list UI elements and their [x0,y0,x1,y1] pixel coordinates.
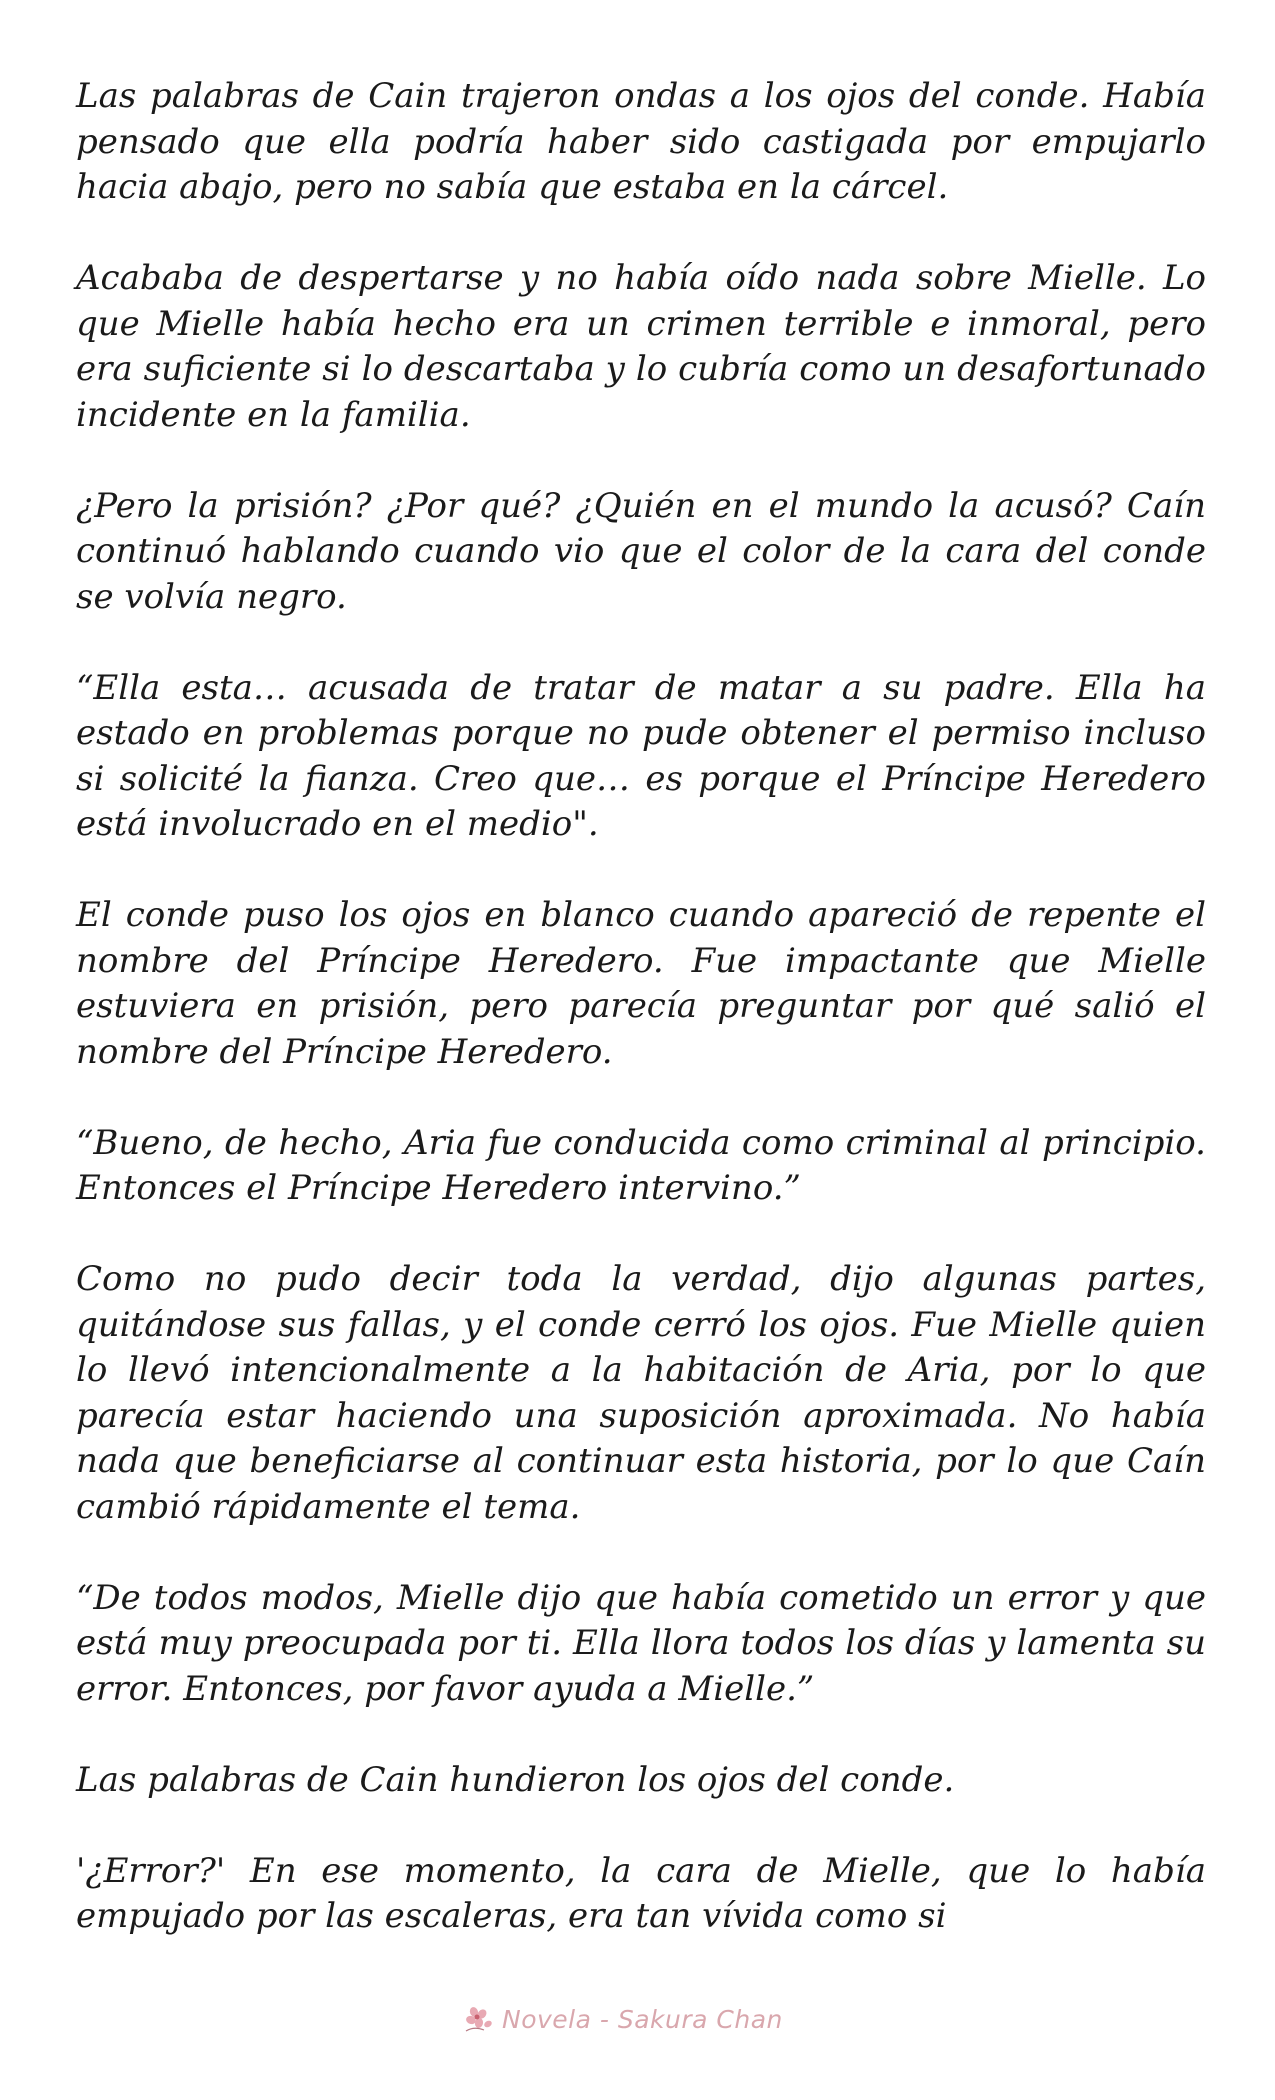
document-body [76,74,1206,1940]
paragraph-8: “De todos modos, Mielle dijo que había cometido un error y que está muy preocupada por ti. Ella llora todos los días y lamenta su error. Entonces, por favor ayuda a Mielle.” [76,1577,1206,1709]
paragraph-10: '¿Error?' En ese momento, la cara de Mielle, que lo había empujado por las escaleras, era tan vívida como si [76,1850,1206,1936]
paragraph-9: Las palabras de Cain hundieron los ojos del conde. [76,1759,955,1800]
paragraph-5: El conde puso los ojos en blanco cuando apareció de repente el nombre del Príncipe Heredero. Fue impactante que Mielle estuviera en prisión, pero parecía preguntar por qué salió el nombre del Príncipe Heredero. [76,895,1206,1072]
watermark [462,2001,862,2037]
paragraph-7: Como no pudo decir toda la verdad, dijo algunas partes, quitándose sus fallas, y el conde cerró los ojos. Fue Mielle quien lo llevó intencionalmente a la habitación de Aria, por lo que parecía estar haciendo una suposición aproximada. No había nada que beneficiarse al continuar esta historia, por lo que Caín cambió rápidamente el tema. [76,1259,1206,1527]
paragraph-1: Las palabras de Cain trajeron ondas a los ojos del conde. Había pensado que ella podría haber sido castigada por empujarlo hacia abajo, pero no sabía que estaba en la cárcel. [76,76,1206,207]
paragraph-4: “Ella esta… acusada de tratar de matar a su padre. Ella ha estado en problemas porque no pude obtener el permiso incluso si solicité la fianza. Creo que… es porque el Príncipe Heredero está involucrado en el medio". [76,667,1206,844]
paragraph-3: ¿Pero la prisión? ¿Por qué? ¿Quién en el mundo la acusó? Caín continuó hablando cuando vio que el color de la cara del conde se volvía negro. [76,485,1206,617]
paragraph-2: Acababa de despertarse y no había oído nada sobre Mielle. Lo que Mielle había hecho era un crimen terrible e inmoral, pero era suficiente si lo descartaba y lo cubría como un desafortunado incidente en la familia. [76,258,1206,435]
watermark-text: Novela - Sakura Chan [502,2004,783,2034]
paragraph-6: “Bueno, de hecho, Aria fue conducida como criminal al principio. Entonces el Príncipe Heredero intervino.” [76,1122,1206,1208]
sakura-blossom-icon [462,2004,496,2034]
